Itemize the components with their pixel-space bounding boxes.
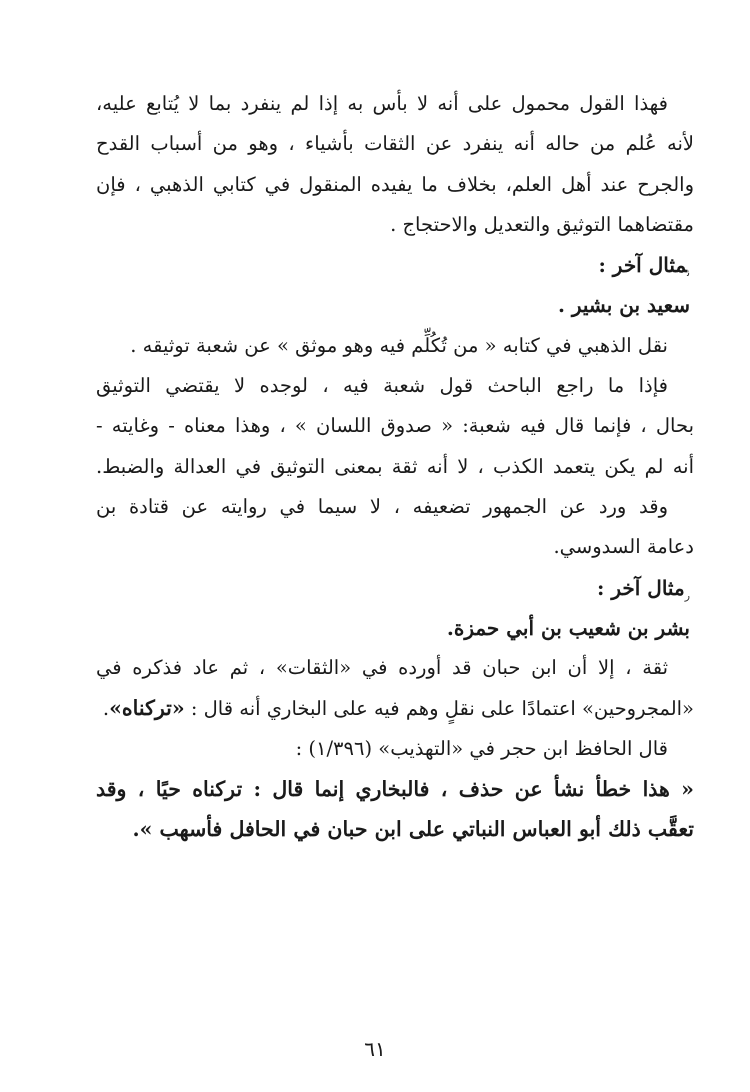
text-line: أنه لم يكن يتعمد الكذب ، لا أنه ثقة بمعنى التوثيق في العدالة والضبط.	[96, 454, 694, 478]
text-line: فهذا القول محمول على أنه لا بأس به إذا لم ينفرد بما لا يُتابع عليه،	[96, 92, 668, 115]
text-line: فإذا ما راجع الباحث قول شعبة فيه ، لوجده لا يقتضي التوثيق	[96, 374, 668, 398]
text-line: ثقة ، إلا أن ابن حبان قد أورده في «الثقات» ، ثم عاد فذكره في	[96, 656, 668, 680]
section-heading	[96, 245, 694, 285]
narrator-name: سعيد بن بشير .	[557, 293, 690, 318]
text-run: .	[102, 697, 110, 721]
text-line	[96, 688, 694, 728]
quoted-word: «تركناه»	[109, 696, 185, 721]
page-number: ٦١	[364, 1037, 386, 1061]
heading-text: مثال آخر :	[597, 575, 685, 600]
quote-line: تعقَّب ذلك أبو العباس النباتي على ابن حبان في الحافل فأسهب ».	[132, 817, 694, 842]
text-line: قال الحافظ ابن حجر في «التهذيب» (١/٣٩٦) :	[295, 736, 668, 760]
text-line: والجرح عند أهل العلم، بخلاف ما يفيده المنقول في كتابي الذهبي ، فإن	[96, 172, 694, 196]
text-line: دعامة السدوسي.	[553, 535, 694, 559]
section-heading	[96, 568, 694, 608]
heading-marker: ن	[686, 266, 690, 280]
text-line: بحال ، فإنما قال فيه شعبة: « صدوق اللسان » ، وهذا معناه - وغايته -	[96, 414, 694, 438]
page-body	[96, 84, 694, 850]
text-run: «المجروحين» اعتمادًا على نقلٍ وهم فيه على البخاري أنه قال :	[184, 697, 694, 721]
narrator-name: بشر بن شعيب بن أبي حمزة.	[446, 615, 690, 640]
heading-marker: ر	[684, 588, 690, 602]
text-line: وقد ورد عن الجمهور تضعيفه ، لا سيما في روايته عن قتادة بن	[96, 494, 668, 518]
heading-text: مثال آخر :	[598, 253, 687, 278]
text-line: نقل الذهبي في كتابه « من تُكُلِّم فيه وهو موثق » عن شعبة توثيقه .	[130, 333, 668, 357]
text-line: لأنه عُلم من حاله أنه ينفرد عن الثقات بأشياء ، وهو من أسباب القدح	[96, 132, 694, 156]
quote-line: « هذا خطأ نشأ عن حذف ، فالبخاري إنما قال : تركناه حيًا ، وقد	[96, 777, 694, 802]
text-line: مقتضاهما التوثيق والتعديل والاحتجاج .	[390, 212, 694, 236]
